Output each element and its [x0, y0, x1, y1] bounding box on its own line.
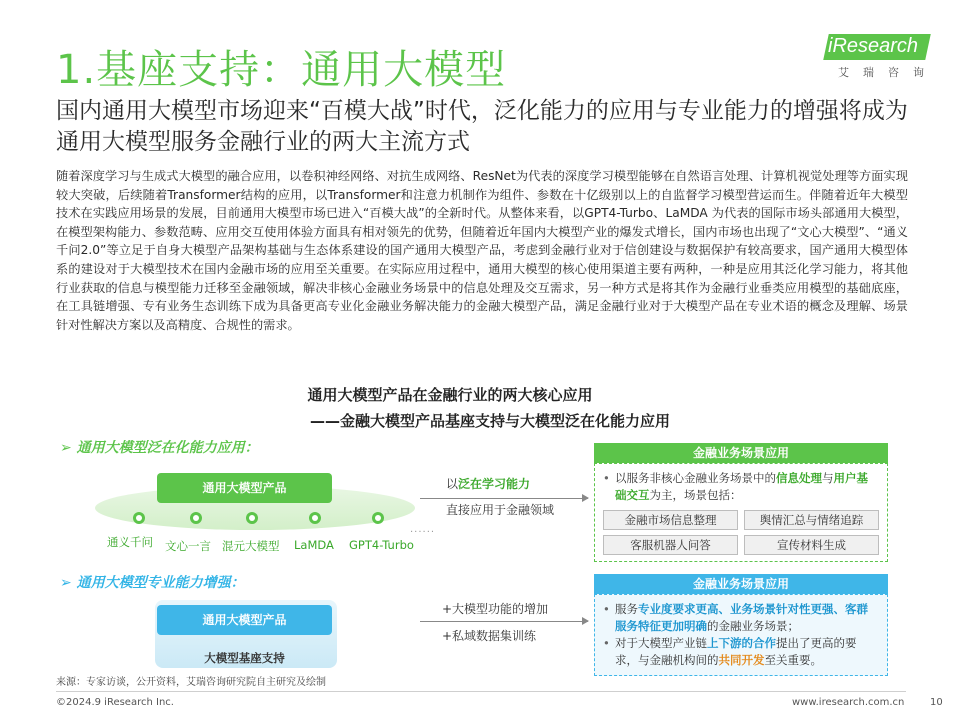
page-number: 10: [930, 697, 943, 708]
diagram-title: 通用大模型产品在金融行业的两大核心应用: [307, 386, 593, 404]
diagram-subtitle: ——金融大模型产品基座支持与大模型泛在化能力应用: [309, 412, 670, 430]
panel-bullet: [603, 470, 879, 504]
bullet-text: 以服务非核心金融业务场景中的: [615, 471, 776, 485]
panel-bullet: [603, 601, 879, 635]
bullet-highlight: 用户基础交互: [615, 471, 868, 502]
more-models-ellipsis: ......: [410, 524, 436, 535]
page-title: 1.基座支持：通用大模型: [56, 47, 507, 93]
base-support-label: 大模型基座支持: [204, 651, 285, 665]
body-paragraph: 随着深度学习与生成式大模型的融合应用，以卷积神经网络、对抗生成网络、ResNet为代表的深度学习模型能够在自然语言处理、计算机视觉处理等方面实现较大突破，后续随着Transformer结构的应用，以Transformer和注意力机制作为组件、参数在十亿级别以上的自监督学习模型营运而生。伴随着近年大模型技术在实践应用场景的发展，目前通用大模型市场已进入“百模大战”的全新时代。从整体来看，以GPT4-Turbo、LaMDA 为代表的国际市场头部通用大模型，在模型架构能力、参数范畴、应用交互使用体验方面具有相对领先的优势，但随着近年国内大模型产业的爆发式增长，国内市场也出现了“文心大模型”、“通义千问2.0”等立足于自身大模型产品架构基础与生态体系建设的国产通用大模型产品，考虑到金融行业对于信创建设与数据保护有较高要求，国产通用大模型体系的建设对于大模型技术在国内金融市场的应用至关重要。在实际应用过程中，通用大模型的核心使用渠道主要有两种，一种是应用其泛化学习能力，将其他行业获取的信息与模型能力迁移至金融领域，解决非核心金融业务场景中的信息处理及交互需求，另一种方式是将其作为金融行业垂类应用模型的基础底座，在工具链增强、专有业务生态训练下成为具备更高专业化金融业务解决能力的金融大模型产品，满足金融行业对于大模型产品在专业术语的概念及理解、场景针对性解决方案以及高精度、合规性的需求。: [56, 169, 908, 332]
arrow-right-icon: [420, 498, 588, 499]
scenario-cell: 宣传材料生成: [744, 535, 879, 555]
model-label: 通义千问: [107, 535, 153, 549]
bullet-text: 至关重要。: [764, 653, 822, 667]
model-label: GPT4-Turbo: [349, 538, 414, 552]
scenario-cell: 金融市场信息整理: [603, 510, 738, 530]
location-pin-icon: [372, 512, 384, 524]
model-label: 混元大模型: [222, 539, 280, 553]
finance-scenario-panel-1: [594, 443, 888, 562]
panel-body: [594, 463, 888, 562]
logo-text: iResearch: [828, 35, 919, 57]
source-note: 来源：专家访谈，公开资料，艾瑞咨询研究院自主研究及绘制: [56, 677, 326, 688]
panel-body: [594, 594, 888, 676]
bullet-highlight: 专业度要求更高、业务场景针对性更强、客群服务特征更加明确: [615, 602, 868, 633]
arrow-text-pre: 以: [446, 477, 459, 491]
section1-heading: ➢ 通用大模型泛在化能力应用：: [60, 440, 259, 456]
panel-title: 金融业务场景应用: [594, 443, 888, 463]
page-subtitle: 国内通用大模型市场迎来“百模大战”时代，泛化能力的应用与专业能力的增强将成为通用大模型服务金融行业的两大主流方式: [56, 98, 908, 155]
arrow-right-icon: [420, 621, 588, 622]
bullet-highlight: 信息处理: [776, 471, 822, 485]
bullet-text: 为主，场景包括：: [649, 488, 742, 502]
model-label: 文心一言: [165, 539, 211, 553]
copyright: ©2024.9 iResearch Inc.: [56, 697, 174, 708]
logo-subtitle: 艾瑞咨询: [838, 66, 938, 79]
panel-title: 金融业务场景应用: [594, 574, 888, 594]
arrow-label-bottom: +私域数据集训练: [442, 629, 537, 643]
bullet-text: 与: [822, 471, 834, 485]
location-pin-icon: [133, 512, 145, 524]
scenario-grid: [603, 510, 879, 555]
website-url: www.iresearch.com.cn: [792, 697, 905, 708]
panel-bullet: [603, 635, 879, 669]
arrow-label-bottom: 直接应用于金融领域: [446, 503, 555, 517]
finance-scenario-panel-2: [594, 574, 888, 676]
scenario-cell: 客服机器人问答: [603, 535, 738, 555]
model-label: LaMDA: [294, 538, 334, 552]
bullet-highlight: 共同开发: [718, 653, 765, 667]
bullet-text: 服务: [615, 602, 638, 616]
location-pin-icon: [190, 512, 202, 524]
bullet-text: 的金融业务场景；: [707, 619, 799, 633]
footer-divider: [56, 691, 906, 692]
arrow-label-top: +大模型功能的增加: [442, 602, 549, 616]
location-pin-icon: [309, 512, 321, 524]
bullet-highlight: 上下游的合作: [707, 636, 776, 650]
bullet-text: 对于大模型产业链: [615, 636, 707, 650]
general-model-product-pill: 通用大模型产品: [157, 605, 332, 635]
location-pin-icon: [246, 512, 258, 524]
bullet-text: 提出了更高的要求，与金融机构间的: [615, 636, 857, 667]
arrow-text-highlight: 泛在学习能力: [458, 477, 531, 491]
general-model-product-pill: 通用大模型产品: [157, 473, 332, 503]
iresearch-logo: [818, 34, 938, 84]
section2-heading: ➢ 通用大模型专业能力增强：: [60, 575, 245, 591]
arrow-label-top: [446, 475, 530, 492]
scenario-cell: 舆情汇总与情绪追踪: [744, 510, 879, 530]
